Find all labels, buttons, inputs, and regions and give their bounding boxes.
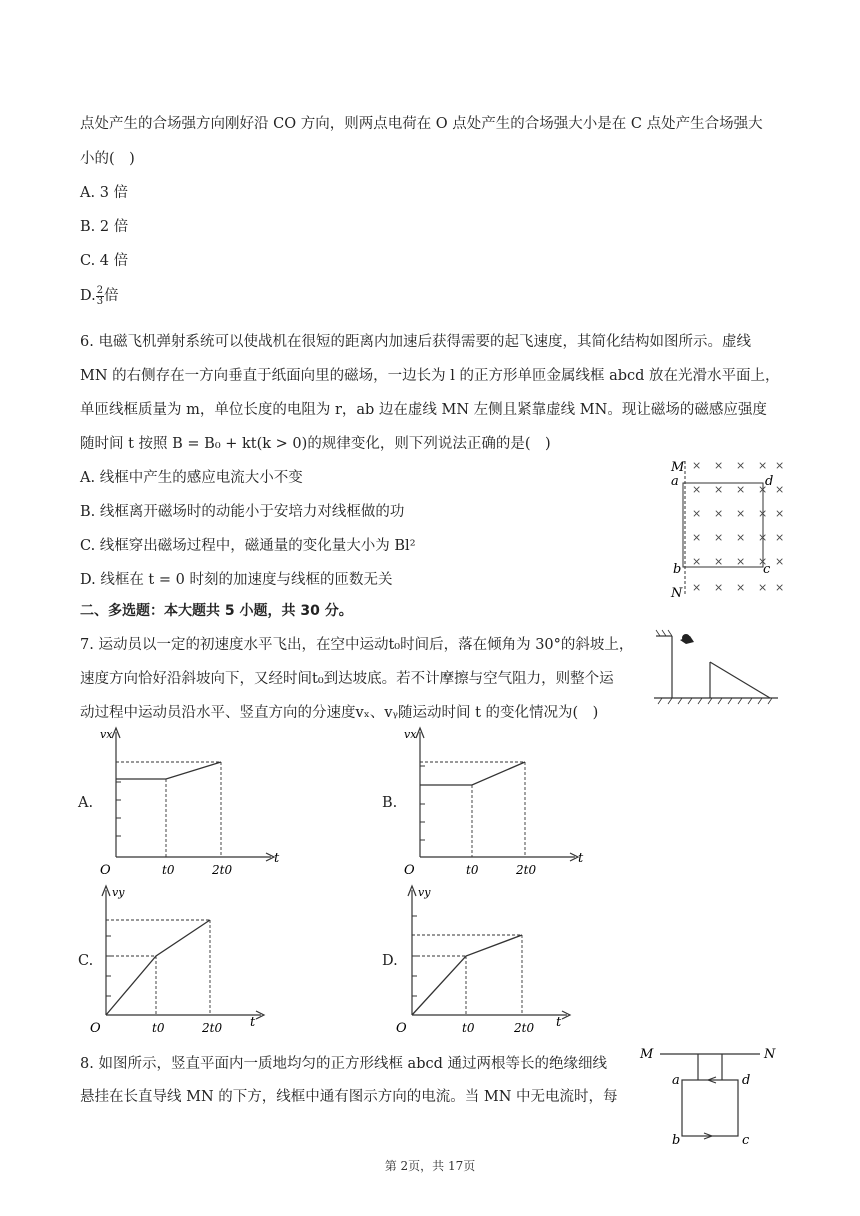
field-cross-mark: × xyxy=(692,531,702,544)
label-c: c xyxy=(763,562,771,577)
origin-label: O xyxy=(404,863,415,878)
label-b: b xyxy=(672,1133,681,1148)
tick-t0: t0 xyxy=(162,863,175,877)
field-cross-mark: × xyxy=(758,555,768,568)
label-c: c xyxy=(742,1133,750,1148)
q7-line-2: 速度方向恰好沿斜坡向下，又经时间t₀到达坡底。若不计摩擦与空气阻力，则整个运 xyxy=(80,671,614,687)
label-a: a xyxy=(672,1073,680,1088)
label-a: a xyxy=(671,474,679,489)
field-cross-mark: × xyxy=(692,483,702,496)
tick-2t0: 2t0 xyxy=(212,863,233,877)
graph-b-label: B. xyxy=(382,795,398,811)
axis-label-t: t xyxy=(274,851,280,866)
field-cross-mark: × xyxy=(775,483,785,496)
q6-magnetic-field-figure xyxy=(665,455,785,605)
tick-t0: t0 xyxy=(152,1021,165,1035)
field-cross-mark: × xyxy=(775,459,785,472)
field-cross-mark: × xyxy=(736,459,746,472)
q5-option-d-suffix: 倍 xyxy=(104,288,119,304)
q8-line-1: 8. 如图所示，竖直平面内一质地均匀的正方形线框 abcd 通过两根等长的绝缘细线 xyxy=(80,1056,607,1072)
axis-label-vx: vx xyxy=(100,728,113,741)
graph-a-label: A. xyxy=(78,795,94,811)
q8-hanging-frame-figure xyxy=(636,1040,786,1148)
q5-option-d-prefix: D. xyxy=(80,288,96,304)
tick-2t0: 2t0 xyxy=(514,1021,535,1035)
field-cross-mark: × xyxy=(736,507,746,520)
field-cross-mark: × xyxy=(736,483,746,496)
q5-line-2: 小的( ) xyxy=(80,151,135,167)
origin-label: O xyxy=(90,1021,101,1036)
q6-line-1: 6. 电磁飞机弹射系统可以使战机在很短的距离内加速后获得需要的起飞速度，其简化结构如图所示。虚线 xyxy=(80,334,751,350)
q8-line-2: 悬挂在长直导线 MN 的下方，线框中通有图示方向的电流。当 MN 中无电流时，每 xyxy=(80,1089,618,1105)
field-cross-mark: × xyxy=(714,555,724,568)
q5-option-a: A. 3 倍 xyxy=(80,185,129,201)
label-b: b xyxy=(673,562,682,577)
field-cross-mark: × xyxy=(775,555,785,568)
field-cross-mark: × xyxy=(775,531,785,544)
label-m: M xyxy=(640,1047,654,1062)
field-cross-mark: × xyxy=(775,581,785,594)
field-cross-mark: × xyxy=(736,531,746,544)
section-heading: 二、多选题：本大题共 5 小题，共 30 分。 xyxy=(80,603,353,619)
label-m: M xyxy=(671,460,685,475)
graph-d-label: D. xyxy=(382,953,398,969)
field-cross-mark: × xyxy=(758,459,768,472)
q6-line-3: 单匝线框质量为 m，单位长度的电阻为 r，ab 边在虚线 MN 左侧且紧靠虚线 MN。现让磁场的磁感应强度 xyxy=(80,402,767,418)
field-cross-mark: × xyxy=(775,507,785,520)
origin-label: O xyxy=(396,1021,407,1036)
field-cross-mark: × xyxy=(714,507,724,520)
q7-slope-figure xyxy=(650,628,780,708)
tick-2t0: 2t0 xyxy=(202,1021,223,1035)
q6-line-4: 随时间 t 按照 B = B₀ + kt(k > 0)的规律变化，则下列说法正确的是( ) xyxy=(80,436,551,452)
field-cross-mark: × xyxy=(714,483,724,496)
q6-line-2: MN 的右侧存在一方向垂直于纸面向里的磁场，一边长为 l 的正方形单匝金属线框 abcd 放在光滑水平面上， xyxy=(80,368,780,384)
field-cross-mark: × xyxy=(692,555,702,568)
tick-t0: t0 xyxy=(466,863,479,877)
q6-option-d: D. 线框在 t = 0 时刻的加速度与线框的匝数无关 xyxy=(80,572,393,588)
graph-c-label: C. xyxy=(78,953,94,969)
field-cross-mark: × xyxy=(758,483,768,496)
q5-option-d xyxy=(80,284,119,307)
q7-line-3: 动过程中运动员沿水平、竖直方向的分速度vₓ、vᵧ随运动时间 t 的变化情况为( ) xyxy=(80,705,599,721)
q7-line-1: 7. 运动员以一定的初速度水平飞出，在空中运动t₀时间后，落在倾角为 30°的斜坡上， xyxy=(80,637,634,653)
origin-label: O xyxy=(100,863,111,878)
field-cross-mark: × xyxy=(736,555,746,568)
page-footer: 第 2页，共 17页 xyxy=(384,1159,476,1173)
axis-label-t: t xyxy=(250,1015,256,1030)
q5-option-b: B. 2 倍 xyxy=(80,219,129,235)
field-cross-mark: × xyxy=(758,581,768,594)
q6-option-a: A. 线框中产生的感应电流大小不变 xyxy=(80,470,303,486)
graph-b xyxy=(400,722,590,882)
field-cross-mark: × xyxy=(692,507,702,520)
fraction xyxy=(96,286,104,307)
q6-option-c: C. 线框穿出磁场过程中，磁通量的变化量大小为 Bl² xyxy=(80,538,416,554)
field-cross-mark: × xyxy=(758,507,768,520)
field-cross-mark: × xyxy=(758,531,768,544)
label-n: N xyxy=(764,1047,776,1062)
fraction-denominator: 3 xyxy=(96,295,104,307)
q5-line-1: 点处产生的合场强方向刚好沿 CO 方向，则两点电荷在 O 点处产生的合场强大小是在 C 点处产生合场强大 xyxy=(80,116,763,132)
q6-option-b: B. 线框离开磁场时的动能小于安培力对线框做的功 xyxy=(80,504,405,520)
axis-label-vy: vy xyxy=(112,886,125,899)
axis-label-vy: vy xyxy=(418,886,431,899)
field-cross-mark: × xyxy=(736,581,746,594)
field-cross-mark: × xyxy=(714,531,724,544)
field-cross-mark: × xyxy=(692,459,702,472)
axis-label-t: t xyxy=(556,1015,562,1030)
graph-a xyxy=(96,722,286,882)
axis-label-t: t xyxy=(578,851,584,866)
q5-option-c: C. 4 倍 xyxy=(80,253,129,269)
label-d: d xyxy=(765,474,774,489)
skier-icon xyxy=(680,634,694,644)
tick-2t0: 2t0 xyxy=(516,863,537,877)
label-d: d xyxy=(742,1073,751,1088)
graph-d xyxy=(392,880,582,1040)
field-cross-mark: × xyxy=(692,581,702,594)
axis-label-vx: vx xyxy=(404,728,417,741)
tick-t0: t0 xyxy=(462,1021,475,1035)
field-cross-mark: × xyxy=(714,459,724,472)
fraction-numerator: 2 xyxy=(96,284,104,296)
field-cross-mark: × xyxy=(714,581,724,594)
graph-c xyxy=(86,880,276,1040)
label-n: N xyxy=(671,586,683,601)
